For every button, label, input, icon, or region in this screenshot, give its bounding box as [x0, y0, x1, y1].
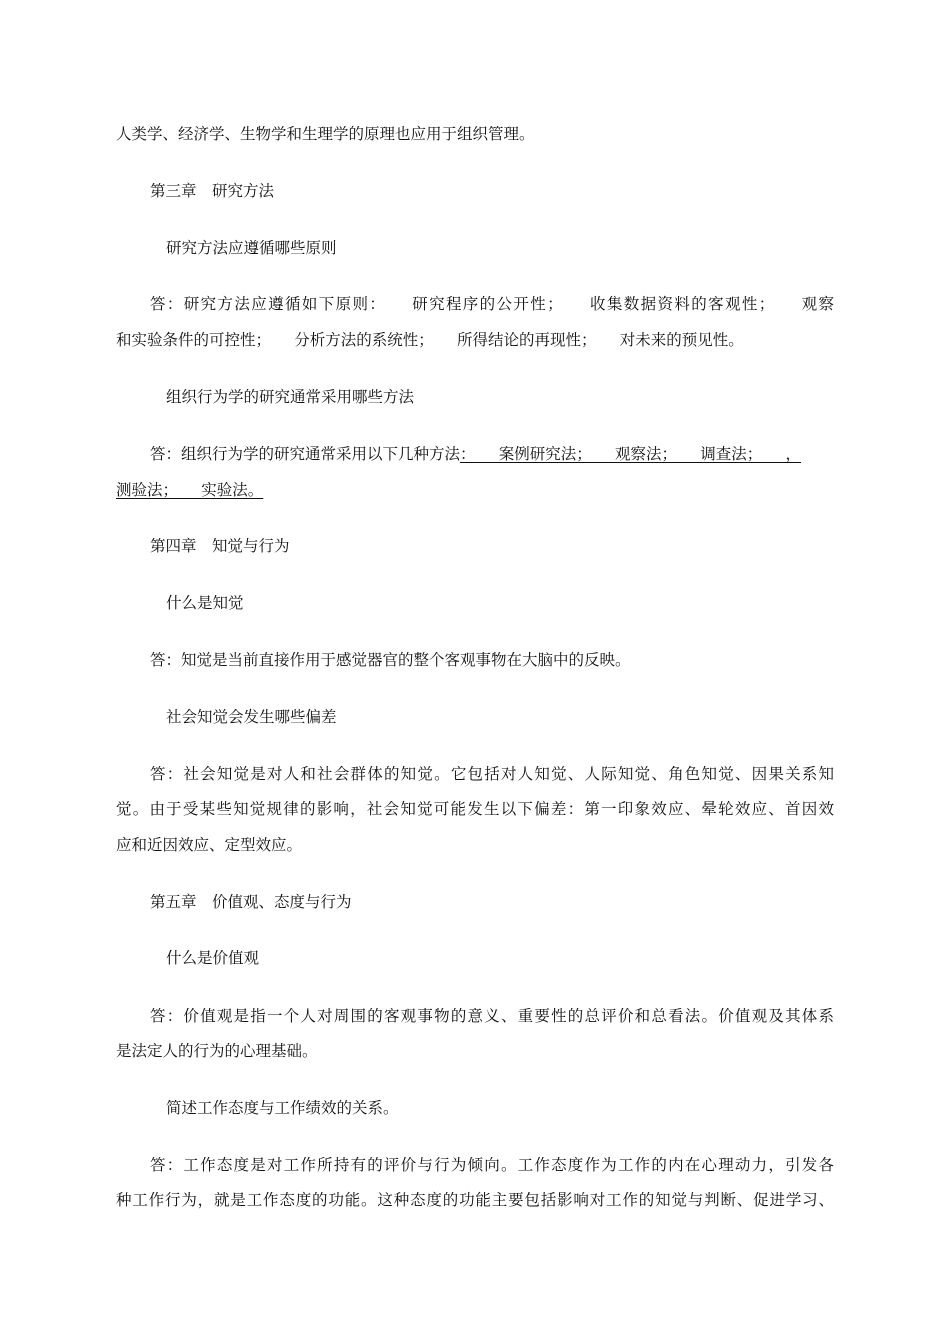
- chapter-5-heading: 第五章 价值观、态度与行为: [150, 893, 352, 911]
- ch5-answer-2-line-1: 答：工作态度是对工作所持有的评价与行为倾向。工作态度作为工作的内在心理动力，引发各: [150, 1156, 834, 1174]
- ch4-answer-2-line-2: 觉。由于受某些知觉规律的影响，社会知觉可能发生以下偏差：第一印象效应、晕轮效应、首因效: [116, 800, 834, 818]
- ch5-answer-1-line-2: 是法定人的行为的心理基础。: [116, 1042, 318, 1060]
- ch4-answer-1: 答：知觉是当前直接作用于感觉器官的整个客观事物在大脑中的反映。: [150, 651, 631, 669]
- ch4-question-2: 社会知觉会发生哪些偏差: [166, 708, 337, 726]
- ch4-answer-2-line-1: 答：社会知觉是对人和社会群体的知觉。它包括对人知觉、人际知觉、角色知觉、因果关系知: [150, 765, 834, 783]
- ch3-answer-2-line-2: 测验法； 实验法。: [116, 481, 264, 499]
- ch5-question-2: 简述工作态度与工作绩效的关系。: [166, 1099, 399, 1117]
- ch3-answer-2-prefix: 答：组织行为学的研究通常采用以下几种方法: [150, 445, 461, 463]
- ch5-question-1: 什么是价值观: [166, 949, 260, 967]
- ch3-answer-1-line-2: 和实验条件的可控性； 分析方法的系统性； 所得结论的再现性； 对未来的预见性。: [116, 331, 744, 349]
- ch3-question-2: 组织行为学的研究通常采用哪些方法: [166, 388, 415, 406]
- chapter-4-heading: 第四章 知觉与行为: [150, 537, 290, 555]
- intro-line: 人类学、经济学、生物学和生理学的原理也应用于组织管理。: [116, 125, 535, 143]
- ch3-answer-2-line-1: [150, 444, 801, 464]
- ch3-question-1: 研究方法应遵循哪些原则: [166, 239, 337, 257]
- ch5-answer-1-line-1: 答：价值观是指一个人对周围的客观事物的意义、重要性的总评价和总看法。价值观及其体系: [150, 1007, 834, 1025]
- ch4-question-1: 什么是知觉: [166, 594, 244, 612]
- ch3-answer-1-line-1: 答：研究方法应遵循如下原则： 研究程序的公开性； 收集数据资料的客观性； 观察: [150, 295, 834, 313]
- ch3-answer-2-methods: ： 案例研究法； 观察法； 调查法； ，: [460, 445, 802, 463]
- ch4-answer-2-line-3: 应和近因效应、定型效应。: [116, 836, 303, 854]
- chapter-3-heading: 第三章 研究方法: [150, 182, 275, 200]
- ch5-answer-2-line-2: 种工作行为，就是工作态度的功能。这种态度的功能主要包括影响对工作的知觉与判断、促进学习、: [116, 1191, 834, 1209]
